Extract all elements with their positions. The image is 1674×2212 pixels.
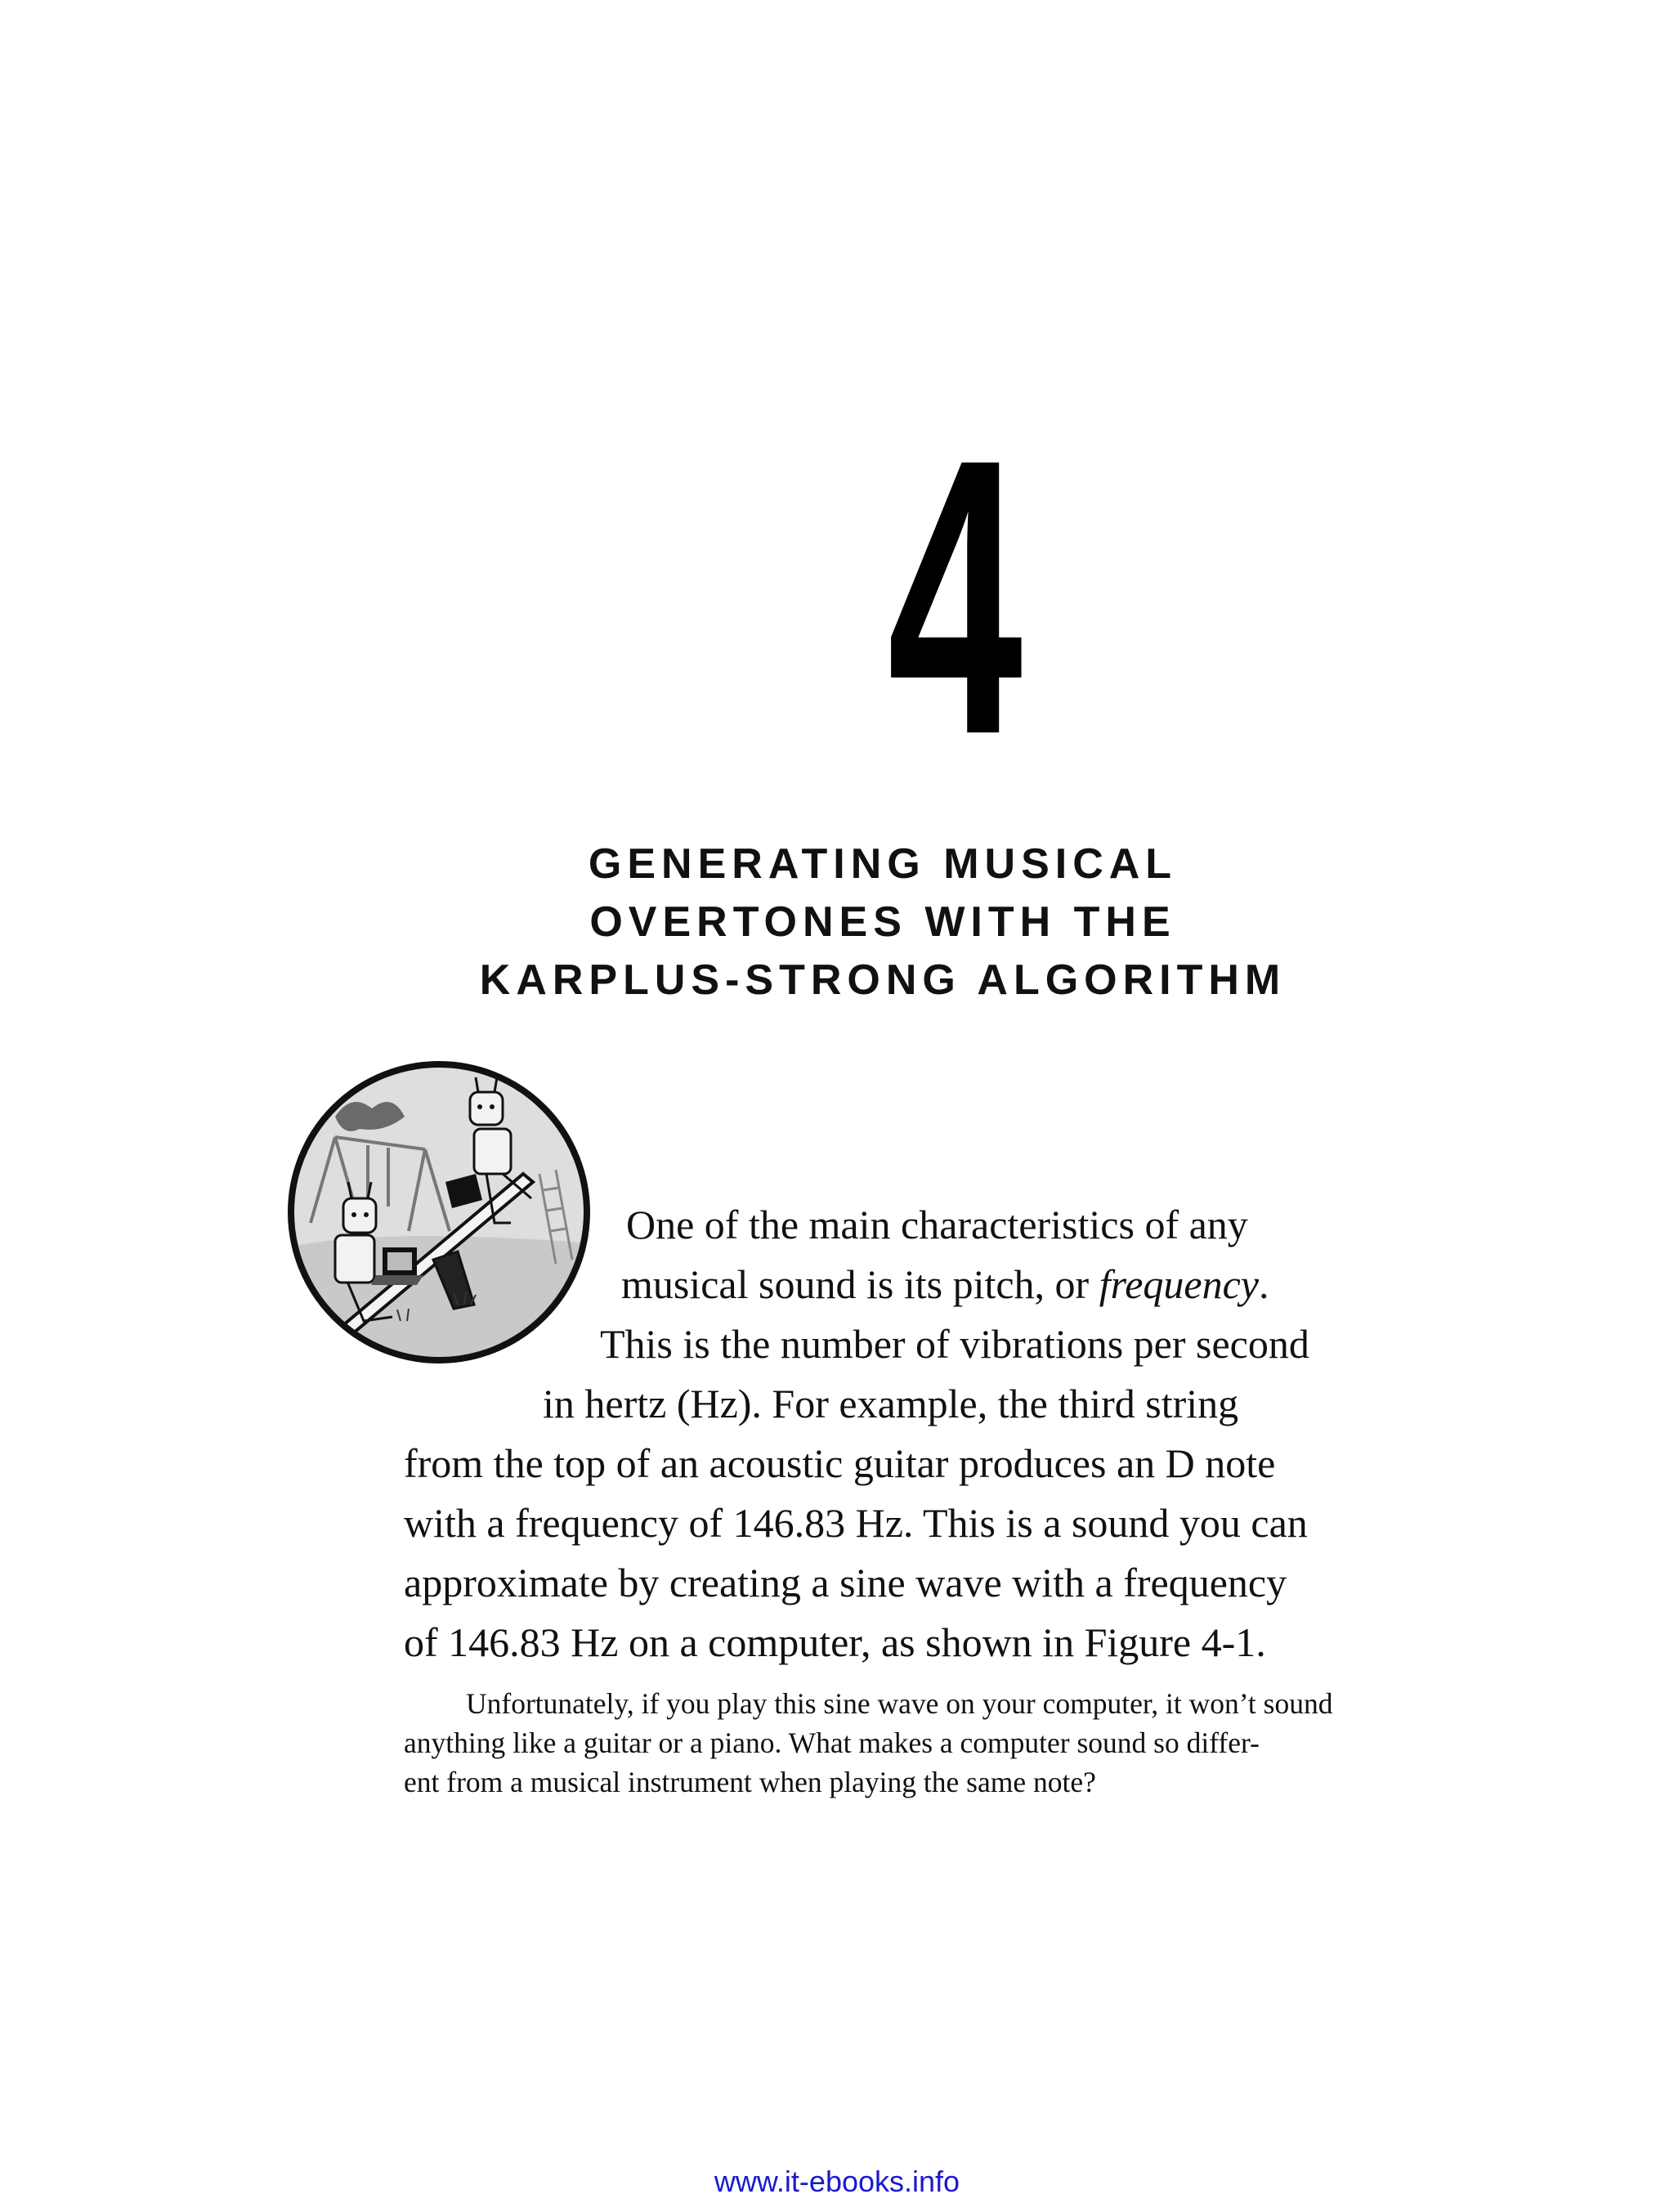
emphasized-term: frequency <box>1099 1261 1259 1307</box>
lead-line <box>404 1255 1614 1314</box>
chapter-title-line: OVERTONES WITH THE <box>589 898 1176 946</box>
lead-line: This is the number of vibrations per second <box>600 1321 1309 1367</box>
lead-line: with a frequency of 146.83 Hz. This is a sound you can <box>404 1500 1308 1546</box>
footer-link[interactable]: www.it-ebooks.info <box>714 2165 960 2198</box>
chapter-title-line: KARPLUS-STRONG ALGORITHM <box>479 956 1287 1004</box>
chapter-number: 4 <box>887 377 1023 816</box>
body-line: Unfortunately, if you play this sine wave on your computer, it won’t sound <box>466 1687 1333 1720</box>
lead-line: One of the main characteristics of any <box>626 1202 1248 1247</box>
lead-line: from the top of an acoustic guitar produces an D note <box>404 1440 1276 1486</box>
lead-line: of 146.83 Hz on a computer, as shown in Figure 4-1. <box>404 1619 1266 1665</box>
body-line: anything like a guitar or a piano. What makes a computer sound so differ- <box>404 1726 1260 1759</box>
lead-line: in hertz (Hz). For example, the third string <box>543 1381 1239 1426</box>
body-line: ent from a musical instrument when playing the same note? <box>404 1766 1096 1798</box>
chapter-title <box>392 835 1373 1010</box>
chapter-title-line: GENERATING MUSICAL <box>588 840 1178 888</box>
lead-text: . <box>1258 1261 1269 1307</box>
lead-line: approximate by creating a sine wave with a frequency <box>404 1560 1287 1605</box>
body-paragraph <box>404 1684 1503 1802</box>
lead-paragraph <box>404 1195 1614 1672</box>
lead-text: musical sound is its pitch, or <box>621 1261 1099 1307</box>
